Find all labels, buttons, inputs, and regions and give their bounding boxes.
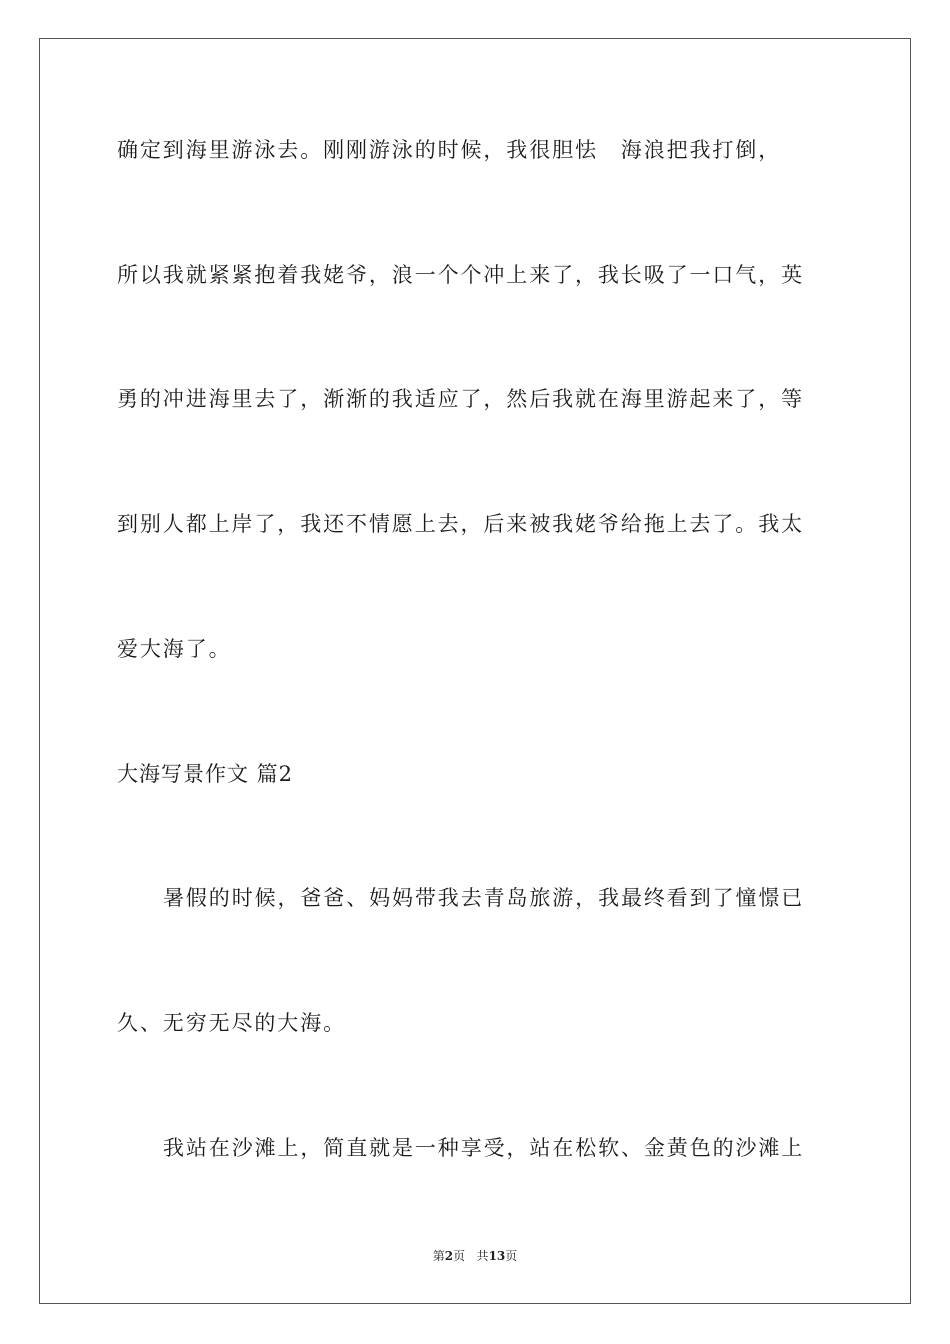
page-prefix: 第 [432, 1249, 445, 1263]
paragraph-line: 久、无穷无尽的大海。 [117, 1011, 346, 1035]
total-pages: 13 [488, 1249, 506, 1263]
total-prefix: 共 [476, 1249, 489, 1263]
paragraph-line: 暑假的时候，爸爸、妈妈带我去青岛旅游，我最终看到了憧憬已 [163, 886, 805, 910]
text-line: 确定到海里游泳去。刚刚游泳的时候，我很胆怯 海浪把我打倒， [117, 138, 782, 162]
text-line: 爱大海了。 [117, 637, 232, 661]
text-line: 所以我就紧紧抱着我姥爷，浪一个个冲上来了，我长吸了一口气，英 [117, 263, 804, 287]
text-line: 勇的冲进海里去了，渐渐的我适应了，然后我就在海里游起来了，等 [117, 387, 804, 411]
section-heading: 大海写景作文 篇2 [117, 762, 294, 786]
page-border [39, 38, 911, 1304]
page-suffix: 页 [453, 1249, 466, 1263]
text-line: 到别人都上岸了，我还不情愿上去，后来被我姥爷给拖上去了。我太 [117, 512, 804, 536]
page-number: 2 [444, 1249, 454, 1263]
paragraph-line: 我站在沙滩上，简直就是一种享受，站在松软、金黄色的沙滩上 [163, 1136, 805, 1160]
page-footer [0, 1248, 950, 1264]
total-suffix: 页 [505, 1249, 518, 1263]
